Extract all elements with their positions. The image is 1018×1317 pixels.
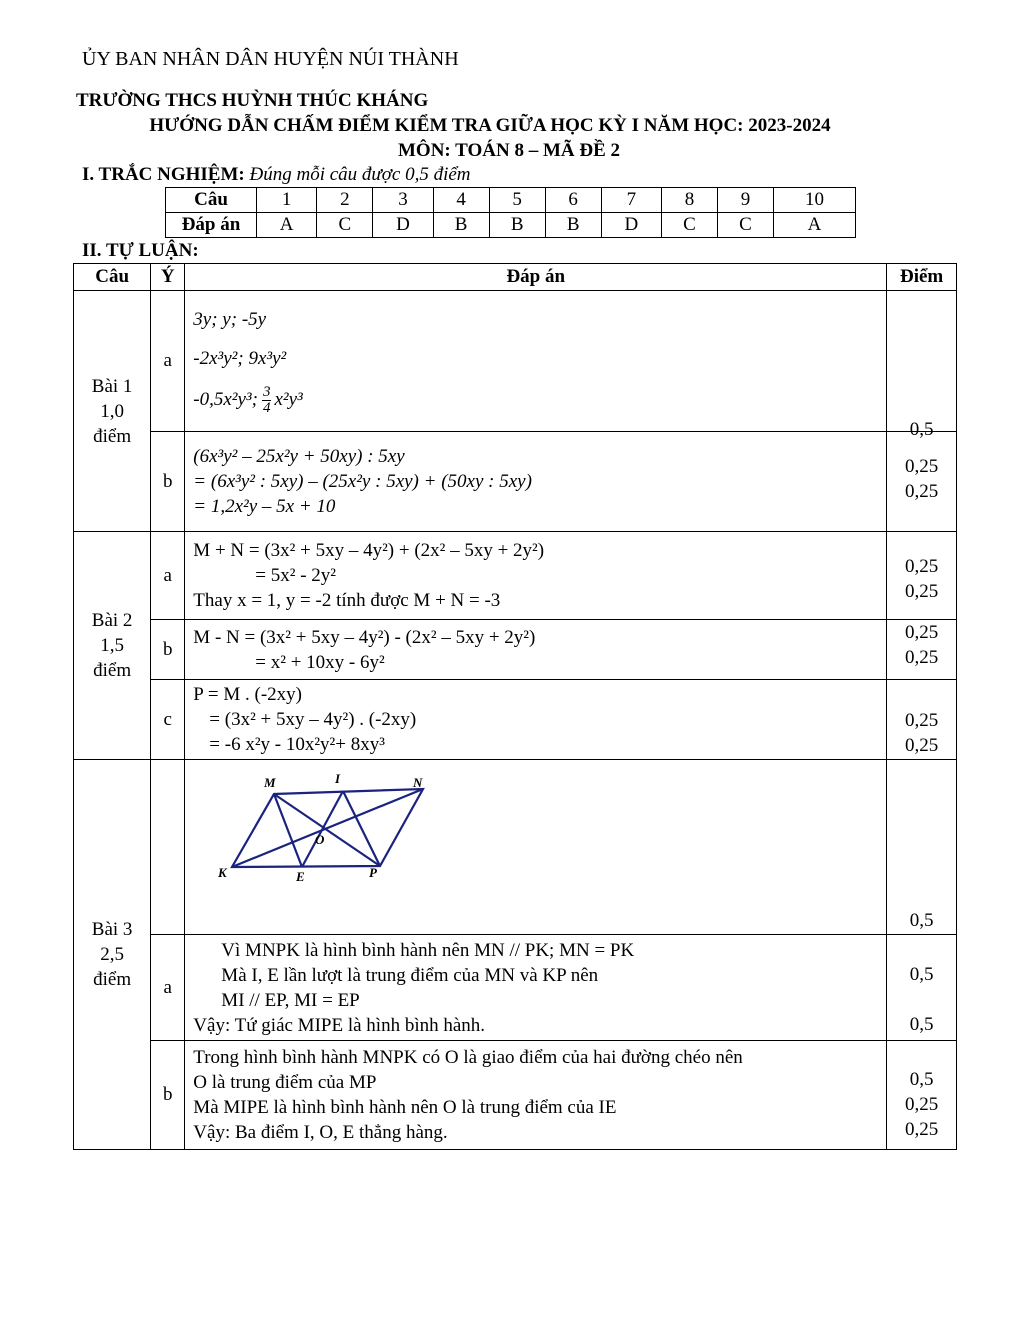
point-value: 0,25 bbox=[904, 556, 939, 577]
mc-answer: D bbox=[601, 213, 661, 238]
point-value: 0,25 bbox=[904, 581, 939, 602]
answer-line: 3y; y; -5y bbox=[193, 308, 267, 330]
header-y: Ý bbox=[151, 264, 185, 291]
answer-line: Mà MIPE là hình bình hành nên O là trung điểm của IE bbox=[193, 1097, 617, 1118]
school-name: TRƯỜNG THCS HUỲNH THÚC KHÁNG bbox=[76, 90, 429, 111]
district-header: ỦY BAN NHÂN DÂN HUYỆN NÚI THÀNH bbox=[82, 48, 459, 70]
point-value: 0,5 bbox=[909, 964, 934, 985]
mc-question: 2 bbox=[317, 188, 373, 213]
mc-answer: C bbox=[317, 213, 373, 238]
bai2-points: 1,5 bbox=[100, 635, 124, 656]
label-M: M bbox=[264, 775, 276, 790]
bai1-b-y: b bbox=[151, 432, 185, 532]
bai1-b-points bbox=[887, 432, 957, 532]
mc-label-question: Câu bbox=[166, 188, 257, 213]
mc-question: 8 bbox=[662, 188, 718, 213]
section1-note: Đúng mỗi câu được 0,5 điểm bbox=[249, 164, 471, 185]
subject-title: MÔN: TOÁN 8 – MÃ ĐỀ 2 bbox=[397, 140, 621, 161]
mc-answer: B bbox=[433, 213, 489, 238]
mc-answer: C bbox=[718, 213, 774, 238]
point-value: 0,25 bbox=[904, 481, 939, 502]
bai2-title: Bài 2 bbox=[91, 610, 133, 631]
bai2-a-y: a bbox=[151, 532, 185, 620]
mc-label-answer: Đáp án bbox=[166, 213, 257, 238]
label-E: E bbox=[296, 869, 305, 884]
parallelogram-figure bbox=[185, 760, 885, 935]
point-value: 0,5 bbox=[909, 1069, 934, 1090]
answer-line: Trong hình bình hành MNPK có O là giao điểm của hai đường chéo nên bbox=[193, 1047, 743, 1068]
label-I: I bbox=[335, 771, 341, 786]
bai1-a-points bbox=[887, 291, 957, 440]
bai3-title: Bài 3 bbox=[91, 919, 133, 940]
mc-answer: B bbox=[489, 213, 545, 238]
multiple-choice-table bbox=[165, 187, 856, 238]
answer-line: M - N = (3x² + 5xy – 4y²) - (2x² – 5xy + 2y²) bbox=[193, 626, 536, 648]
mc-question: 10 bbox=[774, 188, 856, 213]
bai2-b-points bbox=[887, 620, 957, 680]
fraction-denominator: 4 bbox=[262, 399, 271, 416]
bai1-a-answer bbox=[185, 291, 887, 432]
bai1-points: 1,0 bbox=[100, 400, 124, 422]
answer-line: = x² + 10xy - 6y² bbox=[255, 651, 385, 673]
answer-line: = (3x² + 5xy – 4y²) . (-2xy) bbox=[209, 709, 417, 730]
bai1-label bbox=[74, 291, 151, 532]
bai2-a-row bbox=[74, 532, 957, 620]
point-value: 0,25 bbox=[904, 735, 939, 756]
point-value: 0,25 bbox=[904, 456, 939, 477]
mc-question: 5 bbox=[489, 188, 545, 213]
mc-question: 1 bbox=[257, 188, 317, 213]
bai3-a-row bbox=[74, 935, 957, 1041]
answer-line: = -6 x²y - 10x²y²+ 8xy³ bbox=[209, 734, 385, 755]
bai3-b-points bbox=[887, 1041, 957, 1150]
point-value: 0,5 bbox=[909, 419, 934, 440]
answer-line: MI // EP, MI = EP bbox=[221, 989, 360, 1011]
answer-line: O là trung điểm của MP bbox=[193, 1072, 377, 1093]
bai3-figure-cell bbox=[185, 760, 887, 935]
answer-line: = (6x³y² : 5xy) – (25x²y : 5xy) + (50xy : 5xy) bbox=[193, 471, 532, 492]
point-value: 0,25 bbox=[904, 1119, 939, 1140]
answer-line: Vậy: Ba điểm I, O, E thẳng hàng. bbox=[193, 1122, 448, 1143]
point-value: 0,5 bbox=[909, 1014, 934, 1035]
bai2-c-points bbox=[887, 680, 957, 760]
bai3-unit: điểm bbox=[93, 969, 132, 990]
section1-heading bbox=[82, 164, 471, 186]
bai3-figure-row bbox=[74, 760, 957, 935]
bai2-unit: điểm bbox=[93, 660, 132, 681]
essay-table bbox=[73, 263, 957, 1150]
bai1-a-y: a bbox=[151, 291, 185, 432]
section2-title: II. TỰ LUẬN: bbox=[82, 240, 199, 261]
mc-answer: C bbox=[662, 213, 718, 238]
point-value: 0,25 bbox=[904, 622, 939, 643]
bai2-a-points bbox=[887, 532, 957, 620]
bai3-a-y: a bbox=[151, 935, 185, 1041]
answer-line: Vì MNPK là hình bình hành nên MN // PK; MN = PK bbox=[221, 939, 635, 961]
mc-question-row bbox=[166, 188, 856, 213]
bai3-figure-y bbox=[151, 760, 185, 935]
bai1-unit: điểm bbox=[93, 425, 132, 447]
point-value: 0,25 bbox=[904, 647, 939, 668]
answer-line: Thay x = 1, y = -2 tính được M + N = -3 bbox=[193, 590, 501, 611]
bai1-b-row bbox=[74, 432, 957, 532]
point-value: 0,25 bbox=[904, 1094, 939, 1115]
mc-answer: A bbox=[774, 213, 856, 238]
answer-line: Vậy: Tứ giác MIPE là hình bình hành. bbox=[193, 1014, 486, 1036]
answer-line: -2x³y²; 9x³y² bbox=[193, 347, 287, 369]
answer-line: Mà I, E lần lượt là trung điểm của MN và KP nên bbox=[221, 964, 599, 986]
mc-question: 3 bbox=[373, 188, 433, 213]
bai3-b-y: b bbox=[151, 1041, 185, 1150]
bai2-b-y: b bbox=[151, 620, 185, 680]
point-value: 0,5 bbox=[909, 910, 934, 931]
bai3-a-points bbox=[887, 935, 957, 1041]
answer-line: P = M . (-2xy) bbox=[193, 684, 302, 705]
label-N: N bbox=[413, 775, 423, 790]
bai3-points: 2,5 bbox=[100, 944, 124, 965]
bai1-b-answer bbox=[185, 432, 887, 532]
label-K: K bbox=[218, 865, 227, 880]
answer-line: M + N = (3x² + 5xy – 4y²) + (2x² – 5xy + 2y²) bbox=[193, 540, 545, 561]
essay-header-row bbox=[74, 264, 957, 291]
header-cau: Câu bbox=[74, 264, 151, 291]
label-P: P bbox=[369, 865, 378, 880]
answer-text: -0,5x²y³; bbox=[193, 388, 258, 410]
point-value: 0,25 bbox=[904, 710, 939, 731]
mc-answer-row bbox=[166, 213, 856, 238]
mc-question: 7 bbox=[601, 188, 661, 213]
bai2-c-y: c bbox=[151, 680, 185, 760]
bai3-a-answer bbox=[185, 935, 887, 1041]
header-dap-an: Đáp án bbox=[185, 264, 887, 291]
mc-question: 9 bbox=[718, 188, 774, 213]
answer-line: = 5x² - 2y² bbox=[255, 565, 336, 586]
mc-answer: A bbox=[257, 213, 317, 238]
fraction bbox=[262, 385, 272, 416]
answer-line bbox=[193, 385, 886, 416]
section1-title: I. TRẮC NGHIỆM: bbox=[82, 164, 245, 185]
label-O: O bbox=[315, 832, 325, 847]
header-diem: Điểm bbox=[887, 264, 957, 291]
answer-line: = 1,2x²y – 5x + 10 bbox=[193, 496, 336, 517]
bai3-label bbox=[74, 760, 151, 1150]
bai3-b-row bbox=[74, 1041, 957, 1150]
bai2-label bbox=[74, 532, 151, 760]
bai2-a-answer bbox=[185, 532, 887, 620]
bai2-b-row bbox=[74, 620, 957, 680]
mc-question: 6 bbox=[545, 188, 601, 213]
mc-answer: D bbox=[373, 213, 433, 238]
bai2-b-answer bbox=[185, 620, 887, 680]
document-title: HƯỚNG DẪN CHẤM ĐIỂM KIỂM TRA GIỮA HỌC KỲ I NĂM HỌC: 2023-2024 bbox=[149, 115, 831, 136]
mc-answer: B bbox=[545, 213, 601, 238]
fraction-numerator: 3 bbox=[262, 383, 271, 400]
bai1-title: Bài 1 bbox=[91, 375, 133, 397]
bai2-c-row bbox=[74, 680, 957, 760]
bai3-b-answer bbox=[185, 1041, 887, 1150]
answer-text: x²y³ bbox=[274, 388, 303, 410]
bai1-a-row bbox=[74, 291, 957, 432]
mc-question: 4 bbox=[433, 188, 489, 213]
bai2-c-answer bbox=[185, 680, 887, 760]
bai3-figure-points bbox=[887, 760, 957, 935]
answer-line: (6x³y² – 25x²y + 50xy) : 5xy bbox=[193, 446, 405, 467]
